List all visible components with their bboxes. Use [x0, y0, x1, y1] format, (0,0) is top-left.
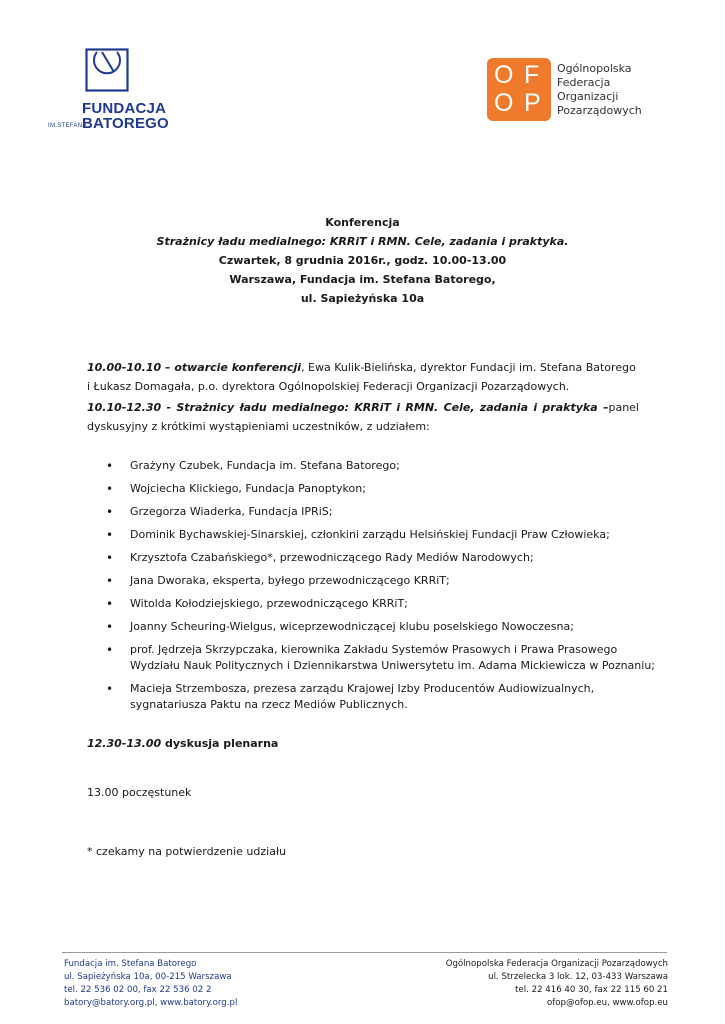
agenda-item-opening: [87, 358, 639, 396]
agenda-item-refreshments: 13.00 poczęstunek: [87, 786, 192, 799]
ofop-logo: [487, 58, 657, 122]
batory-logo: [48, 48, 168, 134]
footer-line: ofop@ofop.eu, www.ofop.eu: [546, 998, 668, 1008]
list-item: • Witolda Kołodziejskiego, przewodniczącego KRRiT;: [87, 596, 667, 612]
confirmation-note: * czekamy na potwierdzenie udziału: [87, 845, 287, 858]
ofop-letter: F: [524, 61, 540, 89]
ofop-name-line: Federacja: [557, 76, 611, 89]
agenda-item-text: panel dyskusyjny z krótkimi wystąpieniami uczestników, z udziałem:: [87, 401, 639, 433]
list-item: • Joanny Scheuring-Wielgus, wiceprzewodniczącej klubu poselskiego Nowoczesna;: [87, 619, 667, 635]
list-item: • Wojciecha Klickiego, Fundacja Panoptykon;: [87, 481, 667, 497]
ofop-logo-name: [557, 62, 642, 118]
footer-ofop-contact: [446, 958, 668, 1010]
conference-date: Czwartek, 8 grudnia 2016r., godz. 10.00-13.00: [218, 254, 507, 267]
footer-line: tel. 22 416 40 30, fax 22 115 60 21: [515, 985, 668, 995]
list-item: • Macieja Strzembosza, prezesa zarządu Krajowej Izby Producentów Audiowizualnych, sygnatariusza Paktu na rzecz Mediów Publicznych.: [87, 681, 667, 713]
ofop-name-line: Pozarządowych: [557, 104, 642, 117]
batory-logo-line1: FUNDACJA: [82, 100, 167, 117]
batory-logo-im: IM.STEFANA: [48, 123, 87, 129]
list-item: • Jana Dworaka, eksperta, byłego przewodniczącego KRRiT;: [87, 573, 667, 589]
ofop-letter: P: [524, 89, 541, 117]
agenda-item-lead: 10.00-10.10 – otwarcie konferencji: [87, 361, 302, 374]
agenda-item-panel: [87, 398, 639, 436]
footer-divider: [62, 952, 667, 953]
agenda-item-time: 12.30-13.00: [87, 737, 162, 750]
footer-line: tel. 22 536 02 00, fax 22 536 02 2: [64, 985, 212, 995]
agenda-item-text: , Ewa Kulik-Bielińska, dyrektor Fundacji im. Stefana Batorego i Łukasz Domagała, p.o. dyrektora Ogólnopolskiej Federacji Organizacji Pozarządowych.: [87, 361, 636, 393]
conference-title: Strażnicy ładu medialnego: KRRiT i RMN. Cele, zadania i praktyka.: [156, 235, 569, 248]
batory-logo-line2: BATOREGO: [82, 115, 169, 132]
footer-line: ul. Strzelecka 3 lok. 12, 03-433 Warszawa: [488, 972, 668, 982]
ofop-logo-box: [487, 58, 551, 121]
heading-line: Konferencja: [325, 216, 400, 229]
ofop-letter: O: [494, 89, 514, 117]
list-item: • prof. Jędrzeja Skrzypczaka, kierownika Zakładu Systemów Prasowych i Prawa Prasowego Wydziału Nauk Politycznych i Dziennikarstwa Uniwersytetu im. Adama Mickiewicza w Poznaniu;: [87, 642, 667, 674]
list-item: • Grażyny Czubek, Fundacja im. Stefana Batorego;: [87, 458, 667, 474]
ofop-name-line: Organizacji: [557, 90, 619, 103]
conference-heading: [0, 213, 725, 308]
footer-line: Ogólnopolska Federacja Organizacji Pozarządowych: [445, 959, 668, 969]
ofop-letter: O: [494, 61, 514, 89]
list-item: • Krzysztofa Czabańskiego*, przewodniczącego Rady Mediów Narodowych;: [87, 550, 667, 566]
agenda-item-lead: 10.10-12.30 - Strażnicy ładu medialnego: KRRiT i RMN. Cele, zadania i praktyka –: [87, 401, 609, 414]
agenda-item-plenary: [87, 734, 639, 753]
list-item: • Grzegorza Wiaderka, Fundacja IPRiS;: [87, 504, 667, 520]
ofop-name-line: Ogólnopolska: [557, 62, 632, 75]
footer-batory-contact: [64, 958, 237, 1010]
batory-mark-icon: [85, 48, 129, 92]
list-item: • Dominik Bychawskiej-Sinarskiej, członkini zarządu Helsińskiej Fundacji Praw Człowieka;: [87, 527, 667, 543]
conference-address: ul. Sapieżyńska 10a: [300, 292, 425, 305]
agenda-item-text: dyskusja plenarna: [161, 737, 279, 750]
footer-line: Fundacja im. Stefana Batorego: [64, 959, 197, 969]
conference-venue: Warszawa, Fundacja im. Stefana Batorego,: [229, 273, 496, 286]
panelist-list: [87, 458, 667, 720]
footer-line: ul. Sapieżyńska 10a, 00-215 Warszawa: [64, 972, 232, 982]
footer-line: batory@batory.org.pl, www.batory.org.pl: [64, 998, 238, 1008]
